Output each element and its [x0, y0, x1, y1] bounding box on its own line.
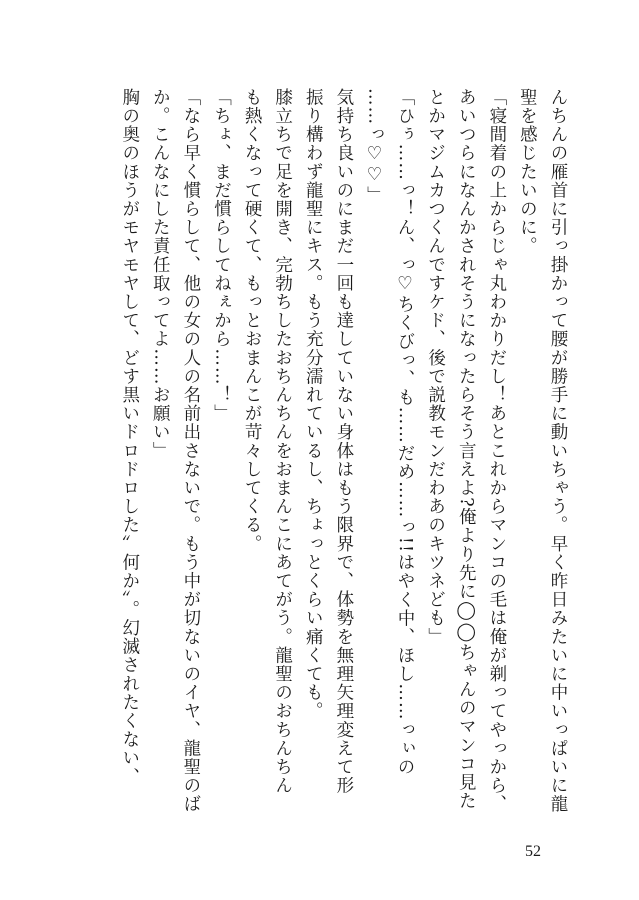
text-line: 振り構わず龍聖にキス。もう充分濡れているし、ちょっとくらい痛くても。: [303, 88, 324, 721]
text-line: あいつらになんかされそうになったらそう言えよ?俺より先に◯◯ちゃんのマンコ見た: [456, 88, 477, 811]
text-line: 膝立ちで足を開き、完勃ちしたおちんちんをおまんこにあてがう。龍聖のおちんちん: [272, 88, 293, 795]
text-line: か。こんなにした責任取ってよ……お願い」: [150, 88, 171, 460]
page-number: 52: [525, 843, 541, 860]
text-line: 「ちょ、まだ慣らしてねぇから……！」: [211, 88, 232, 423]
text-line: ……っ♡♡」: [364, 88, 385, 205]
text-line: 「ひぅ……っ！ん、っ♡ちくびっ、も……だめ……っ!!はやく中、ほし……っぃの: [395, 88, 416, 777]
text-line: 胸の奥のほうがモヤモヤして、どす黒いドロドロした〞何か〟。幻滅されたくない、: [119, 88, 140, 787]
text-line: 「寝間着の上からじゃ丸わかりだし！あとこれからマンコの毛は俺が剃ってやっから、: [486, 88, 507, 814]
text-line: 気持ち良いのにまだ一回も達していない身体はもう限界で、体勢を無理矢理変えて形: [333, 88, 354, 795]
text-line: も熱くなって硬くて、もっとおまんこが苛々してくる。: [242, 88, 263, 553]
text-line: 「なら早く慣らして、他の女の人の名前出さないで。もう中が切ないのイヤ、龍聖のば: [180, 88, 201, 814]
body-text: [114, 88, 573, 828]
text-line: とかマジムカつくんですケド、後で説教モンだわあのキツネども」: [425, 88, 446, 646]
text-line: 聖を感じたいのに。: [517, 88, 538, 256]
text-line: んちんの雁首に引っ掛かって腰が勝手に動いちゃう。早く昨日みたいに中いっぱいに龍: [548, 88, 568, 814]
